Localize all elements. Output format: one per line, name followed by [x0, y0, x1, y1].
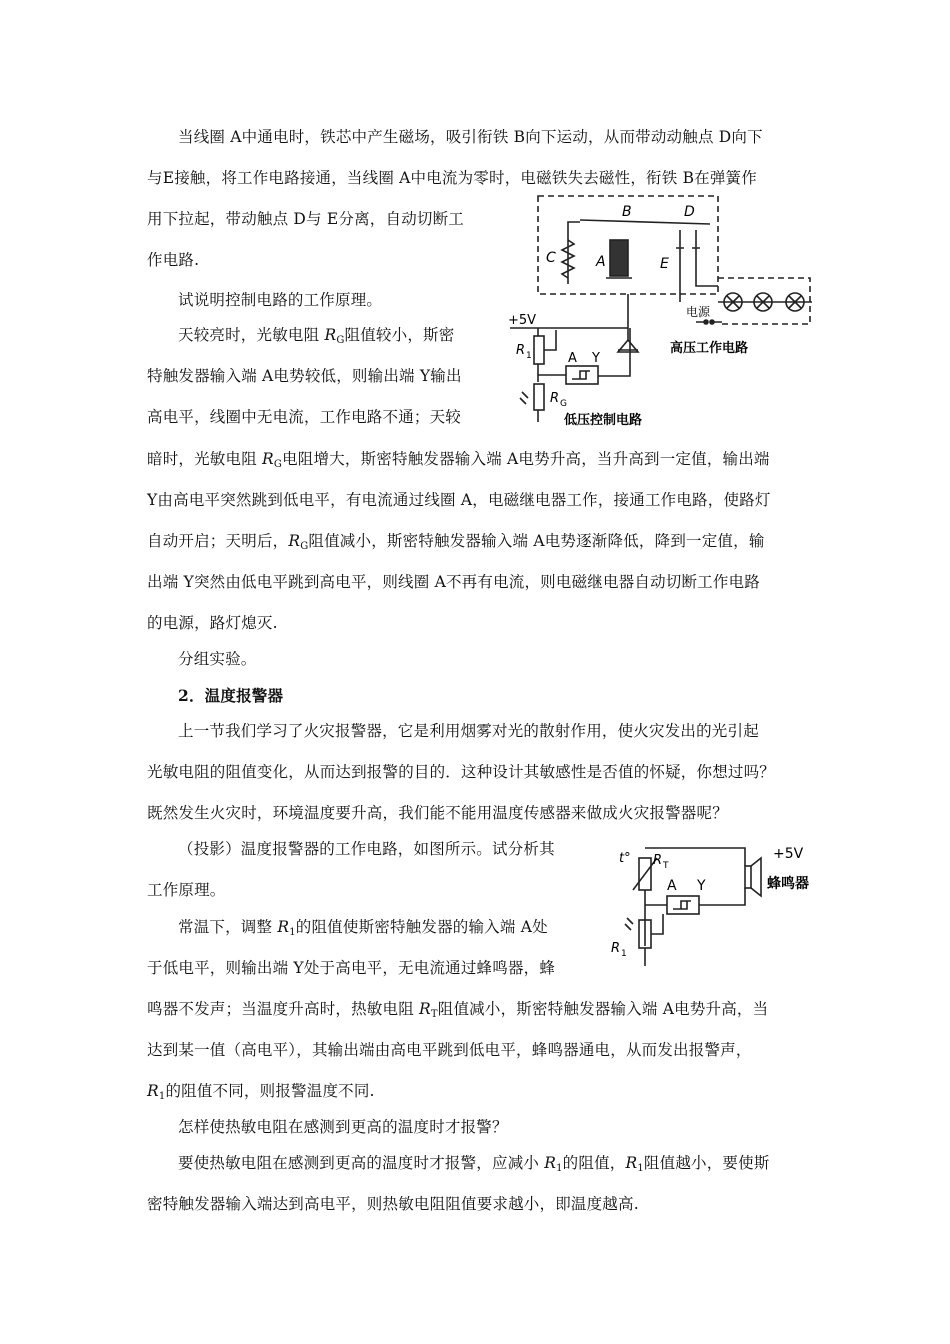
text-line: 于低电平，则输出端 Y处于高电平，无电流通过蜂鸣器，蜂	[147, 959, 556, 977]
label-5v: +5V	[773, 846, 804, 862]
label-B: B	[622, 204, 632, 220]
text-line: Y由高电平突然跳到低电平，有电流通过线圈 A，电磁继电器工作，接通工作电路，使路灯	[147, 491, 771, 509]
label-hv-circuit: 高压工作电路	[670, 341, 749, 356]
text-line: 分组实验。	[178, 650, 257, 668]
text-line: 试说明控制电路的工作原理。	[178, 291, 383, 309]
text-line: 要使热敏电阻在感测到更高的温度时才报警，应减小 $R_1$的阻值，$R_1$阻值越小，要使斯	[178, 1154, 770, 1174]
label-RG: R	[550, 391, 560, 406]
text-line: $R_1$的阻值不同，则报警温度不同.	[147, 1082, 375, 1102]
label-5v: +5V	[508, 313, 537, 328]
text-line: 高电平，线圈中无电流，工作电路不通；天较	[147, 408, 462, 426]
text-line: 与E接触，将工作电路接通，当线圈 A中电流为零时，电磁铁失去磁性，衔铁 B在弹簧作	[147, 169, 757, 187]
text-line: 怎样使热敏电阻在感测到更高的温度时才报警？	[178, 1118, 508, 1136]
text-line: 出端 Y突然由低电平跳到高电平，则线圈 A不再有电流，则电磁继电器自动切断工作电路	[147, 573, 760, 591]
text-line: 当线圈 A中通电时，铁芯中产生磁场，吸引衔铁 B向下运动，从而带动动触点 D向下	[178, 128, 763, 146]
svg-text:G: G	[560, 399, 567, 409]
text-line: 达到某一值（高电平），其输出端由高电平跳到低电平，蜂鸣器通电，从而发出报警声，	[147, 1041, 752, 1059]
label-power: 电源	[686, 305, 711, 319]
text-line: 既然发生火灾时，环境温度要升高，我们能不能用温度传感器来做成火灾报警器呢？	[147, 804, 728, 822]
label-R1: R	[611, 941, 621, 956]
text-line: 上一节我们学习了火灾报警器，它是利用烟雾对光的散射作用，使火灾发出的光引起	[178, 722, 759, 740]
label-buzzer: 蜂鸣器	[767, 876, 809, 892]
text-line: （投影）温度报警器的工作电路，如图所示。试分析其	[178, 840, 555, 858]
temperature-alarm-diagram	[605, 838, 835, 978]
text-line: 暗时，光敏电阻 $R_G$电阻增大，斯密特触发器输入端 A电势升高，当升高到一定值，输出端	[147, 450, 770, 470]
label-A: A	[596, 254, 606, 270]
text-line: 的电源，路灯熄灭.	[147, 614, 278, 632]
label-RT: R	[653, 853, 663, 868]
text-line: 作电路.	[147, 251, 200, 269]
text-line: 自动开启；天明后，$R_G$阻值减小，斯密特触发器输入端 A电势逐渐降低，降到一定值，输	[147, 532, 765, 552]
label-E: E	[660, 256, 669, 272]
label-C: C	[546, 250, 556, 266]
section-heading: 2．温度报警器	[178, 686, 284, 705]
text-line: 天较亮时，光敏电阻 $R_G$阻值较小，斯密	[178, 326, 455, 346]
svg-text:1: 1	[526, 351, 532, 361]
text-line: 工作原理。	[147, 881, 226, 899]
svg-text:T: T	[663, 861, 669, 871]
label-trigger-Y: Y	[592, 351, 600, 366]
label-D: D	[684, 204, 695, 220]
label-lv-circuit: 低压控制电路	[564, 413, 643, 428]
text-line: 鸣器不发声；当温度升高时，热敏电阻 $R_T$阻值减小，斯密特触发器输入端 A电势升高，当	[147, 1000, 769, 1020]
text-line: 特触发器输入端 A电势较低，则输出端 Y输出	[147, 367, 462, 385]
text-line: 光敏电阻的阻值变化，从而达到报警的目的．这种设计其敏感性是否值的怀疑，你想过吗？	[147, 763, 776, 781]
label-trigger-Y: Y	[697, 878, 706, 894]
label-trigger-A: A	[667, 878, 677, 894]
relay-circuit-diagram	[500, 190, 820, 430]
svg-text:1: 1	[621, 949, 627, 959]
label-temperature: t°	[619, 851, 631, 866]
label-trigger-A: A	[568, 351, 577, 366]
label-R1: R	[516, 343, 526, 358]
text-line: 用下拉起，带动触点 D与 E分离，自动切断工	[147, 210, 464, 228]
text-line: 常温下，调整 $R_1$的阻值使斯密特触发器的输入端 A处	[178, 918, 548, 938]
text-line: 密特触发器输入端达到高电平，则热敏电阻阻值要求越小，即温度越高.	[147, 1195, 639, 1213]
